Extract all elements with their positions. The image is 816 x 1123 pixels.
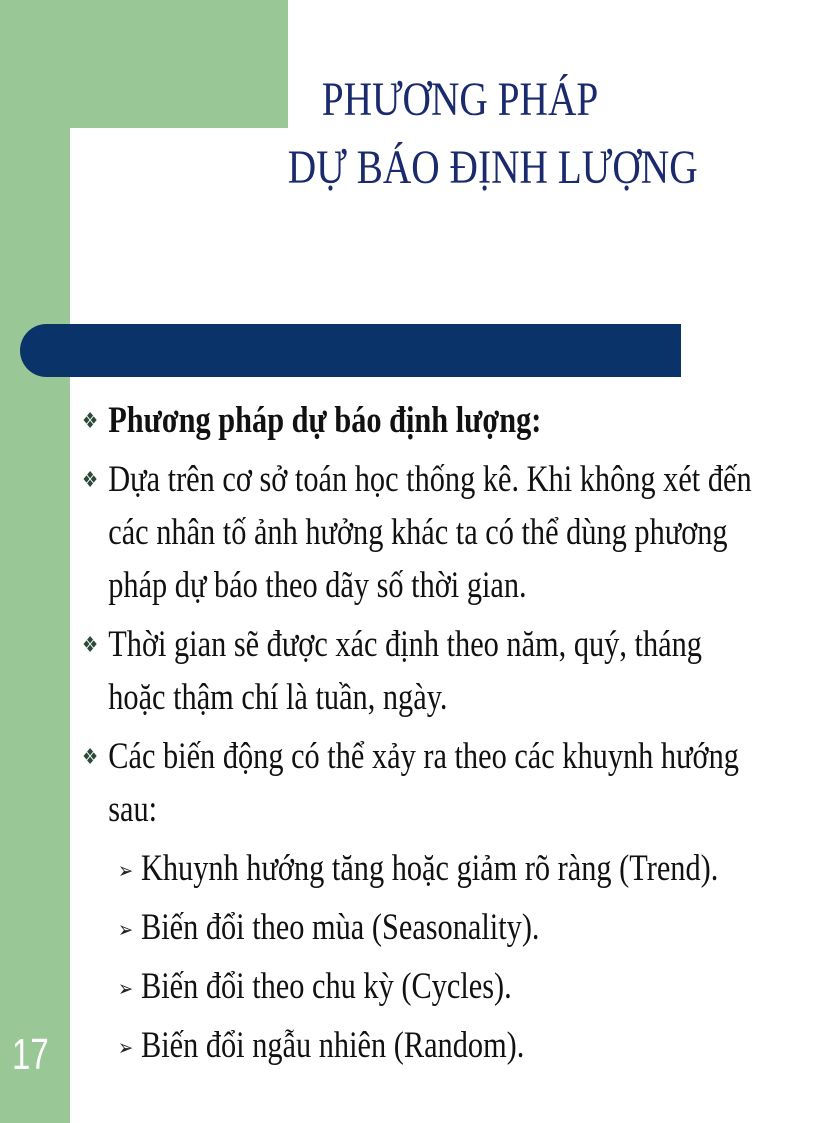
- bullet-item: [82, 394, 789, 447]
- arrowhead-icon: ➢: [118, 1035, 134, 1060]
- bullet-text: Phương pháp dự báo định lượng:: [108, 400, 542, 441]
- bullet-text: Thời gian sẽ được xác định theo năm, quý, tháng hoặc thậm chí là tuần, ngày.: [108, 624, 702, 718]
- arrowhead-icon: ➢: [118, 858, 134, 883]
- arrowhead-icon: ➢: [118, 976, 134, 1001]
- sub-bullet-text: Khuynh hướng tăng hoặc giảm rõ ràng (Trend).: [140, 848, 719, 889]
- diamond-cluster-icon: ❖: [82, 408, 99, 433]
- sub-bullet-text: Biến đổi ngẫu nhiên (Random).: [140, 1025, 525, 1066]
- sub-bullet-text: Biến đổi theo mùa (Seasonality).: [140, 907, 540, 948]
- green-top-band: [70, 0, 288, 128]
- arrowhead-icon: ➢: [118, 917, 134, 942]
- page-number: 17: [12, 1030, 49, 1079]
- diamond-cluster-icon: ❖: [82, 467, 99, 492]
- sub-bullet-item: [118, 842, 816, 895]
- bullet-item: [82, 453, 789, 612]
- diamond-cluster-icon: ❖: [82, 632, 99, 657]
- bullet-text: Dựa trên cơ sở toán học thống kê. Khi không xét đến các nhân tố ảnh hưởng khác ta có thể dùng phương pháp dự báo theo dãy số thời gian.: [108, 459, 752, 606]
- white-rounded-corner: [70, 128, 190, 248]
- sub-bullet-item: [118, 901, 816, 954]
- slide-title-line-2: DỰ BÁO ĐỊNH LƯỢNG: [287, 141, 698, 194]
- sub-bullet-item: [118, 1019, 816, 1072]
- diamond-cluster-icon: ❖: [82, 744, 99, 769]
- bullet-item: [82, 618, 789, 724]
- bullet-list: [82, 394, 762, 1078]
- bullet-item: [82, 730, 789, 836]
- sub-bullet-text: Biến đổi theo chu kỳ (Cycles).: [140, 966, 512, 1007]
- sub-bullet-item: [118, 960, 816, 1013]
- title-divider-bar: [20, 324, 681, 377]
- bullet-text: Các biến động có thể xảy ra theo các khuynh hướng sau:: [108, 736, 739, 830]
- slide-title-line-1: PHƯƠNG PHÁP: [321, 73, 599, 126]
- green-side-band: [0, 0, 70, 1123]
